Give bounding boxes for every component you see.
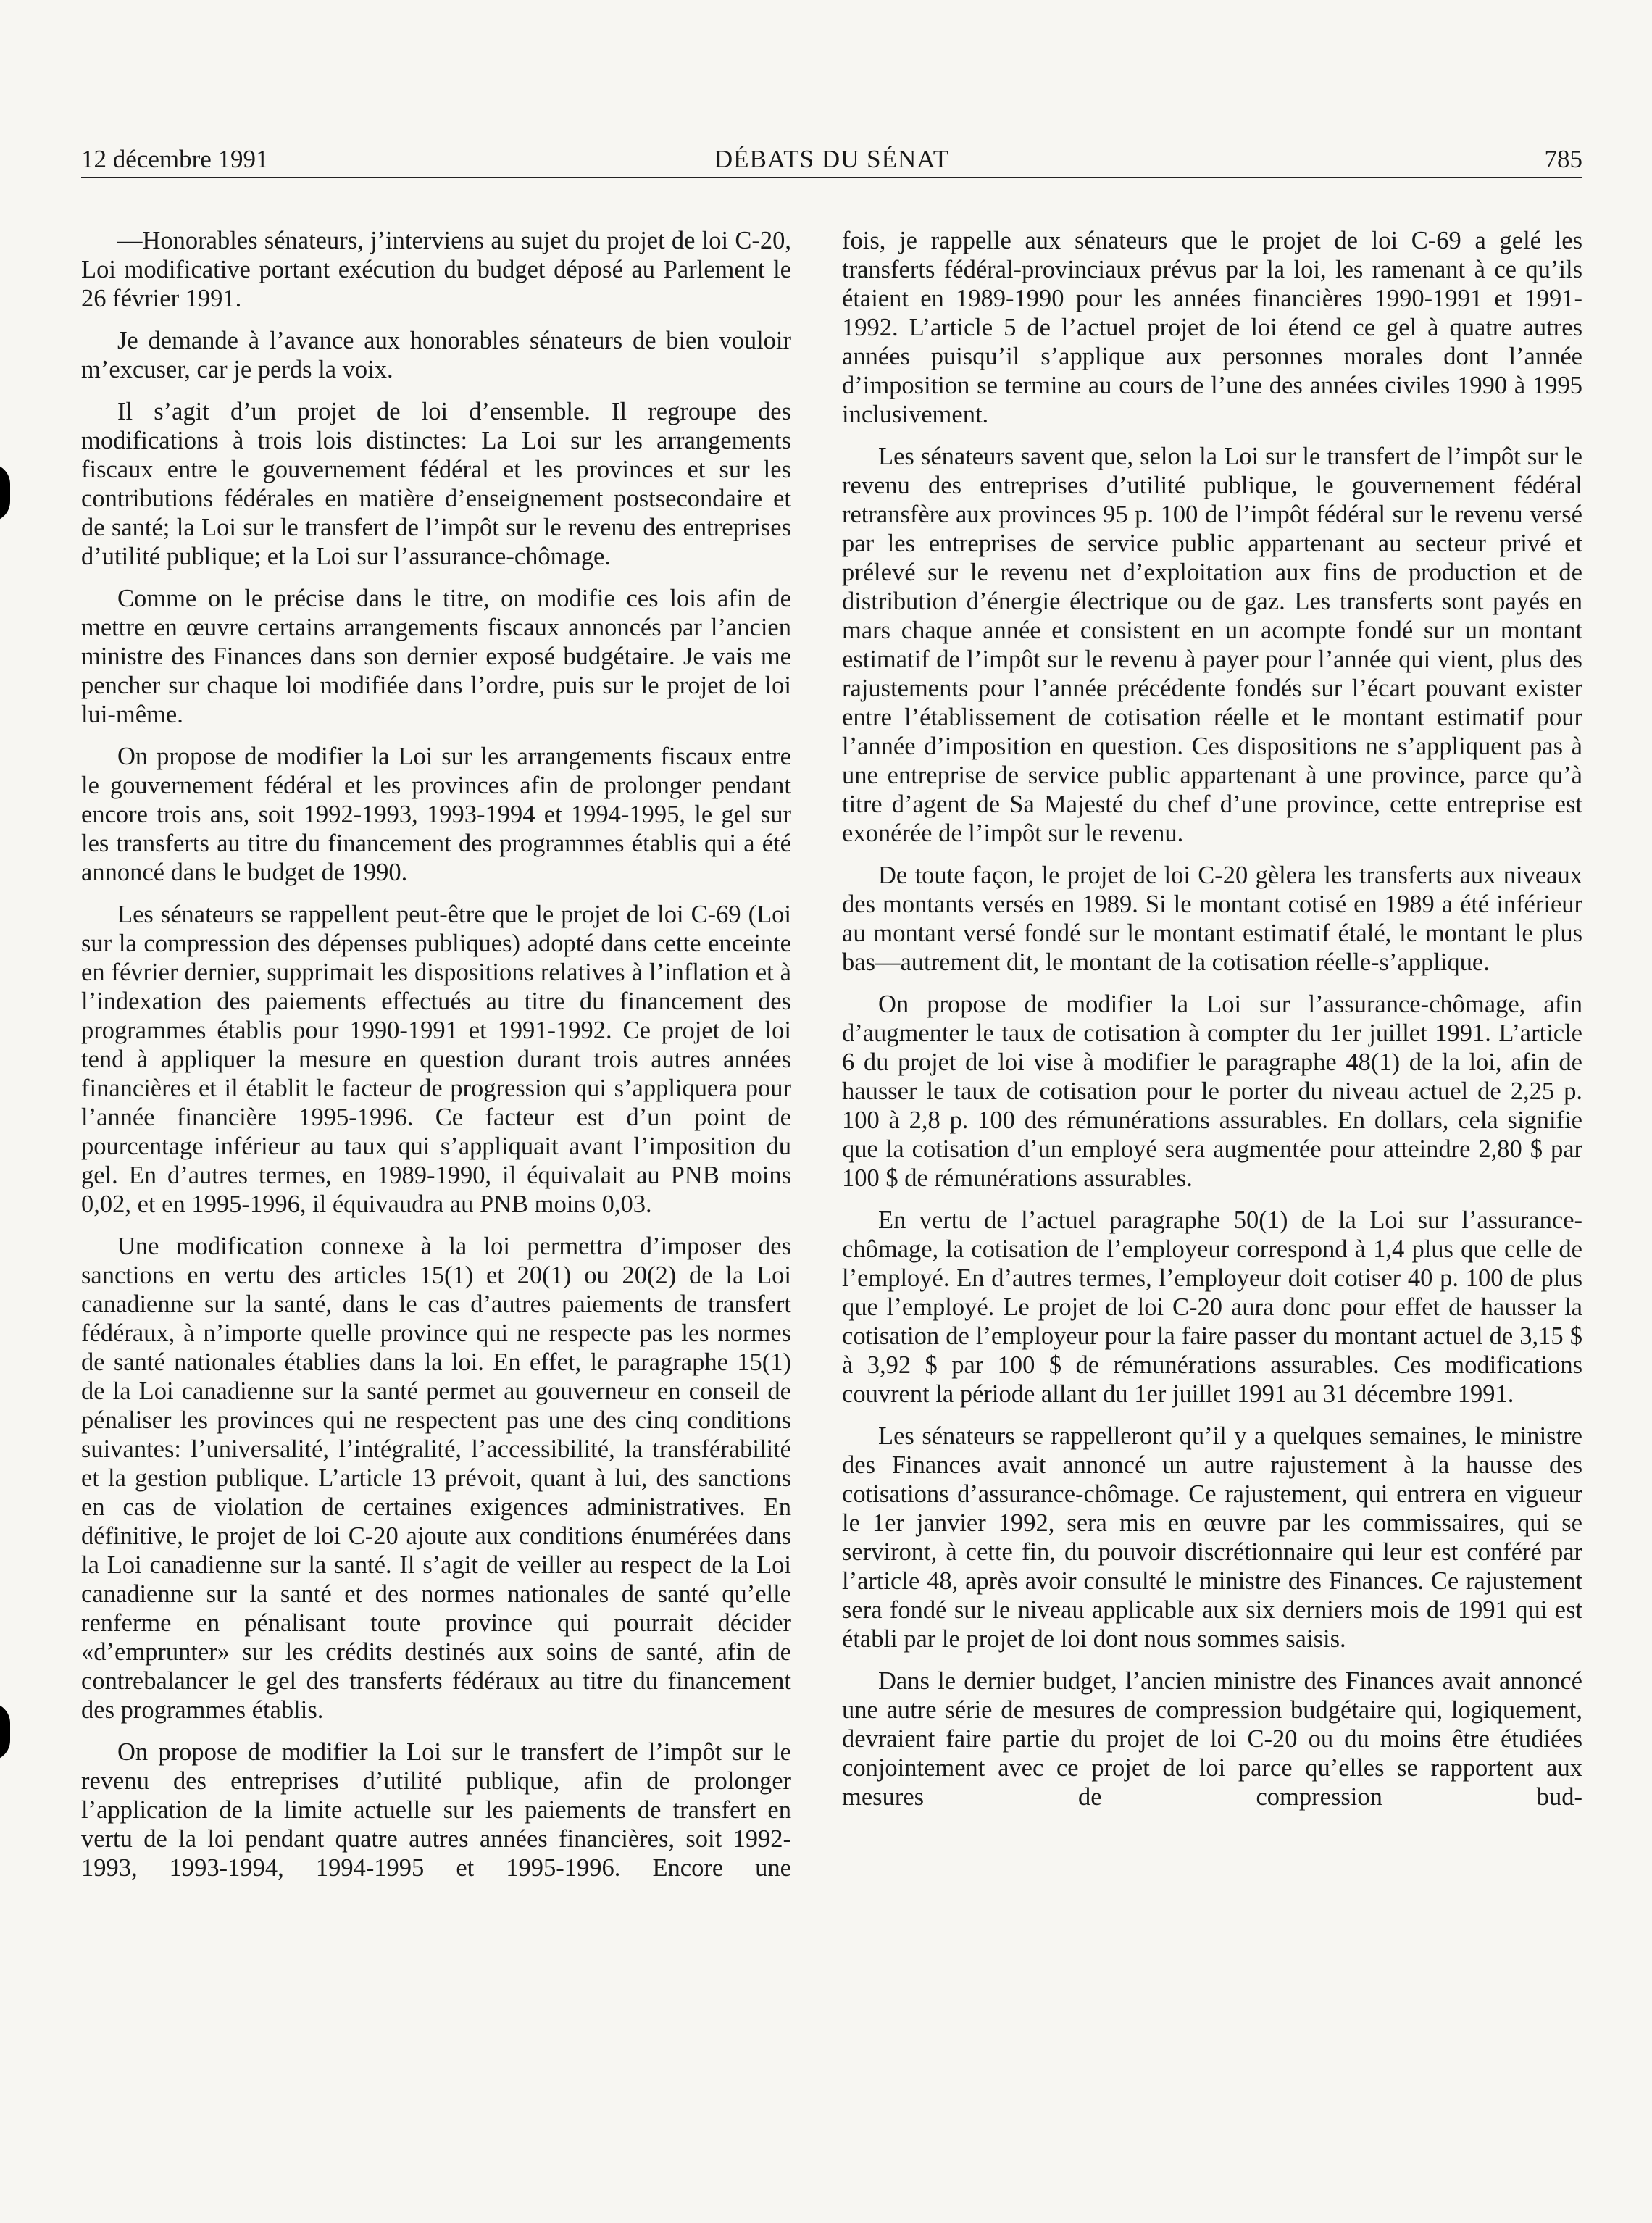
paragraph: En vertu de l’actuel paragraphe 50(1) de la Loi sur l’assurance-chômage, la cotisation de l’employeur correspond à 1,4 plus que celle de l’employé. En d’autres termes, l’employeur doit cotiser 40 p. 100 de plus que l’employé. Le projet de loi C-20 aura donc pour effet de hausser la cotisation de l’employeur pour la faire passer du montant actuel de 3,15 $ à 3,92 $ par 100 $ de rémunérations assurables. Ces modifications couvrent la période allant du 1er juillet 1991 au 31 décembre 1991. xyxy=(842,1206,1582,1408)
paragraph: —Honorables sénateurs, j’interviens au sujet du projet de loi C-20, Loi modificative portant exécution du budget déposé au Parlement le 26 février 1991. xyxy=(81,227,791,312)
paragraph: Comme on le précise dans le titre, on modifie ces lois afin de mettre en œuvre certains arrangements fiscaux annoncés par l’ancien ministre des Finances dans son dernier exposé budgétaire. Je vais me pencher sur chaque loi modifiée dans l’ordre, puis sur le projet de loi lui-même. xyxy=(81,585,791,728)
paragraph: On propose de modifier la Loi sur l’assurance-chômage, afin d’augmenter le taux de cotisation à compter du 1er juillet 1991. L’article 6 du projet de loi vise à modifier le paragraphe 48(1) de la loi, afin de hausser le taux de cotisation pour le porter du niveau actuel de 2,25 p. 100 à 2,8 p. 100 des rémunérations assurables. En dollars, cela signifie que la cotisation d’un employé sera augmentée pour atteindre 2,80 $ par 100 $ de rémunérations assurables. xyxy=(842,990,1582,1192)
paragraph: fois, je rappelle aux sénateurs que le projet de loi C-69 a gelé les transferts fédéral-provinciaux prévus par la loi, les ramenant à ce qu’ils étaient en 1989-1990 pour les années financières 1990-1991 et 1991-1992. L’article 5 de l’actuel projet de loi étend ce gel à quatre autres années puisqu’il s’applique aux personnes morales dont l’année d’imposition se termine au cours de l’une des années civiles 1990 à 1995 inclusivement. xyxy=(842,227,1582,428)
page-header xyxy=(81,142,1582,178)
paragraph: De toute façon, le projet de loi C-20 gèlera les transferts aux niveaux des montants versés en 1989. Si le montant cotisé en 1989 a été inférieur au montant versé fondé sur le montant estimatif étalé, le montant le plus bas—autrement dit, le montant de la cotisation réelle-s’applique. xyxy=(842,862,1582,976)
binding-hole-top xyxy=(0,464,10,522)
header-date: 12 décembre 1991 xyxy=(81,145,269,173)
page-number: 785 xyxy=(1544,145,1582,173)
left-column xyxy=(81,226,791,1882)
paragraph: On propose de modifier la Loi sur les arrangements fiscaux entre le gouvernement fédéral et les provinces afin de prolonger pendant encore trois ans, soit 1992-1993, 1993-1994 et 1994-1995, le gel sur les transferts au titre du financement des programmes établis qui a été annoncé dans le budget de 1990. xyxy=(81,743,791,886)
header-title: DÉBATS DU SÉNAT xyxy=(714,145,950,173)
paragraph: Les sénateurs se rappellent peut-être que le projet de loi C-69 (Loi sur la compression des dépenses publiques) adopté dans cette enceinte en février dernier, supprimait les dispositions relatives à l’inflation et à l’indexation des paiements effectués au titre du financement des programmes établis pour 1990-1991 et 1991-1992. Ce projet de loi tend à appliquer la mesure en question durant trois autres années financières et il établit le facteur de progression qui s’appliquera pour l’année financière 1995-1996. Ce facteur est d’un point de pourcentage inférieur au taux qui s’appliquait avant l’imposition du gel. En d’autres termes, en 1989-1990, il équivalait au PNB moins 0,02, et en 1995-1996, il équivaudra au PNB moins 0,03. xyxy=(81,901,791,1218)
paragraph: Dans le dernier budget, l’ancien ministre des Finances avait annoncé une autre série de mesures de compression budgétaire qui, logiquement, devraient faire partie du projet de loi C-20 ou du moins être étudiées conjointement avec ce projet de loi parce qu’elles se rapportent aux mesures de compression bud- xyxy=(842,1667,1582,1811)
paragraph: Les sénateurs se rappelleront qu’il y a quelques semaines, le ministre des Finances avait annoncé un autre rajustement à la hausse des cotisations d’assurance-chômage. Ce rajustement, qui entrera en vigueur le 1er janvier 1992, sera mis en œuvre par les commissaires, qui se serviront, à cette fin, du pouvoir discrétionnaire qui leur est conféré par l’article 48, après avoir consulté le ministre des Finances. Ce rajustement sera fondé sur le niveau applicable aux six derniers mois de 1991 qui est établi par le projet de loi dont nous sommes saisis. xyxy=(842,1422,1582,1653)
paragraph: Les sénateurs savent que, selon la Loi sur le transfert de l’impôt sur le revenu des entreprises d’utilité publique, le gouvernement fédéral retransfère aux provinces 95 p. 100 de l’impôt fédéral sur le revenu versé par les entreprises de service public appartenant au secteur privé et prélevé sur le revenu net d’exploitation aux fins de production et de distribution d’énergie électrique ou de gaz. Les transferts sont payés en mars chaque année et consistent en un acompte fondé sur un montant estimatif de l’impôt sur le revenu à payer pour l’année qui vient, plus des rajustements pour l’année précédente fondés sur l’écart pouvant exister entre l’établissement de cotisation réelle et le montant estimatif pour l’année d’imposition en question. Ces dispositions ne s’appliquent pas à une entreprise de service public appartenant à une province, parce qu’à titre d’agent de Sa Majesté du chef d’une province, cette entreprise est exonérée de l’impôt sur le revenu. xyxy=(842,443,1582,847)
paragraph: Une modification connexe à la loi permettra d’imposer des sanctions en vertu des articles 15(1) et 20(1) ou 20(2) de la Loi canadienne sur la santé, dans le cas d’autres paiements de transfert fédéraux, à n’importe quelle province qui ne respecte pas les normes de santé nationales établies dans la loi. En effet, le paragraphe 15(1) de la Loi canadienne sur la santé permet au gouverneur en conseil de pénaliser les provinces qui ne respectent pas une des cinq conditions suivantes: l’universalité, l’intégralité, l’accessibilité, la transférabilité et la gestion publique. L’article 13 prévoit, quant à lui, des sanctions en cas de violation de certaines exigences administratives. En définitive, le projet de loi C-20 ajoute aux conditions énumérées dans la Loi canadienne sur la santé. Il s’agit de veiller au respect de la Loi canadienne sur la santé et des normes nationales de santé qu’elle renferme en pénalisant toute province qui pourrait décider «d’emprunter» sur les crédits destinés aux soins de santé, afin de contrebalancer le gel des transferts fédéraux au titre du financement des programmes établis. xyxy=(81,1233,791,1724)
paragraph: Je demande à l’avance aux honorables sénateurs de bien vouloir m’excuser, car je perds la voix. xyxy=(81,327,791,383)
paragraph: On propose de modifier la Loi sur le transfert de l’impôt sur le revenu des entreprises d’utilité publique, afin de prolonger l’application de la limite actuelle sur les paiements de transfert en vertu de la loi pendant quatre autres années financières, soit 1992-1993, 1993-1994, 1994-1995 et 1995-1996. Encore une xyxy=(81,1738,791,1882)
right-column xyxy=(842,226,1582,1811)
binding-hole-bottom xyxy=(0,1703,10,1761)
paragraph: Il s’agit d’un projet de loi d’ensemble. Il regroupe des modifications à trois lois distinctes: La Loi sur les arrangements fiscaux entre le gouvernement fédéral et les provinces et sur les contributions fédérales en matière d’enseignement postsecondaire et de santé; la Loi sur le transfert de l’impôt sur le revenu des entreprises d’utilité publique; et la Loi sur l’assurance-chômage. xyxy=(81,398,791,570)
